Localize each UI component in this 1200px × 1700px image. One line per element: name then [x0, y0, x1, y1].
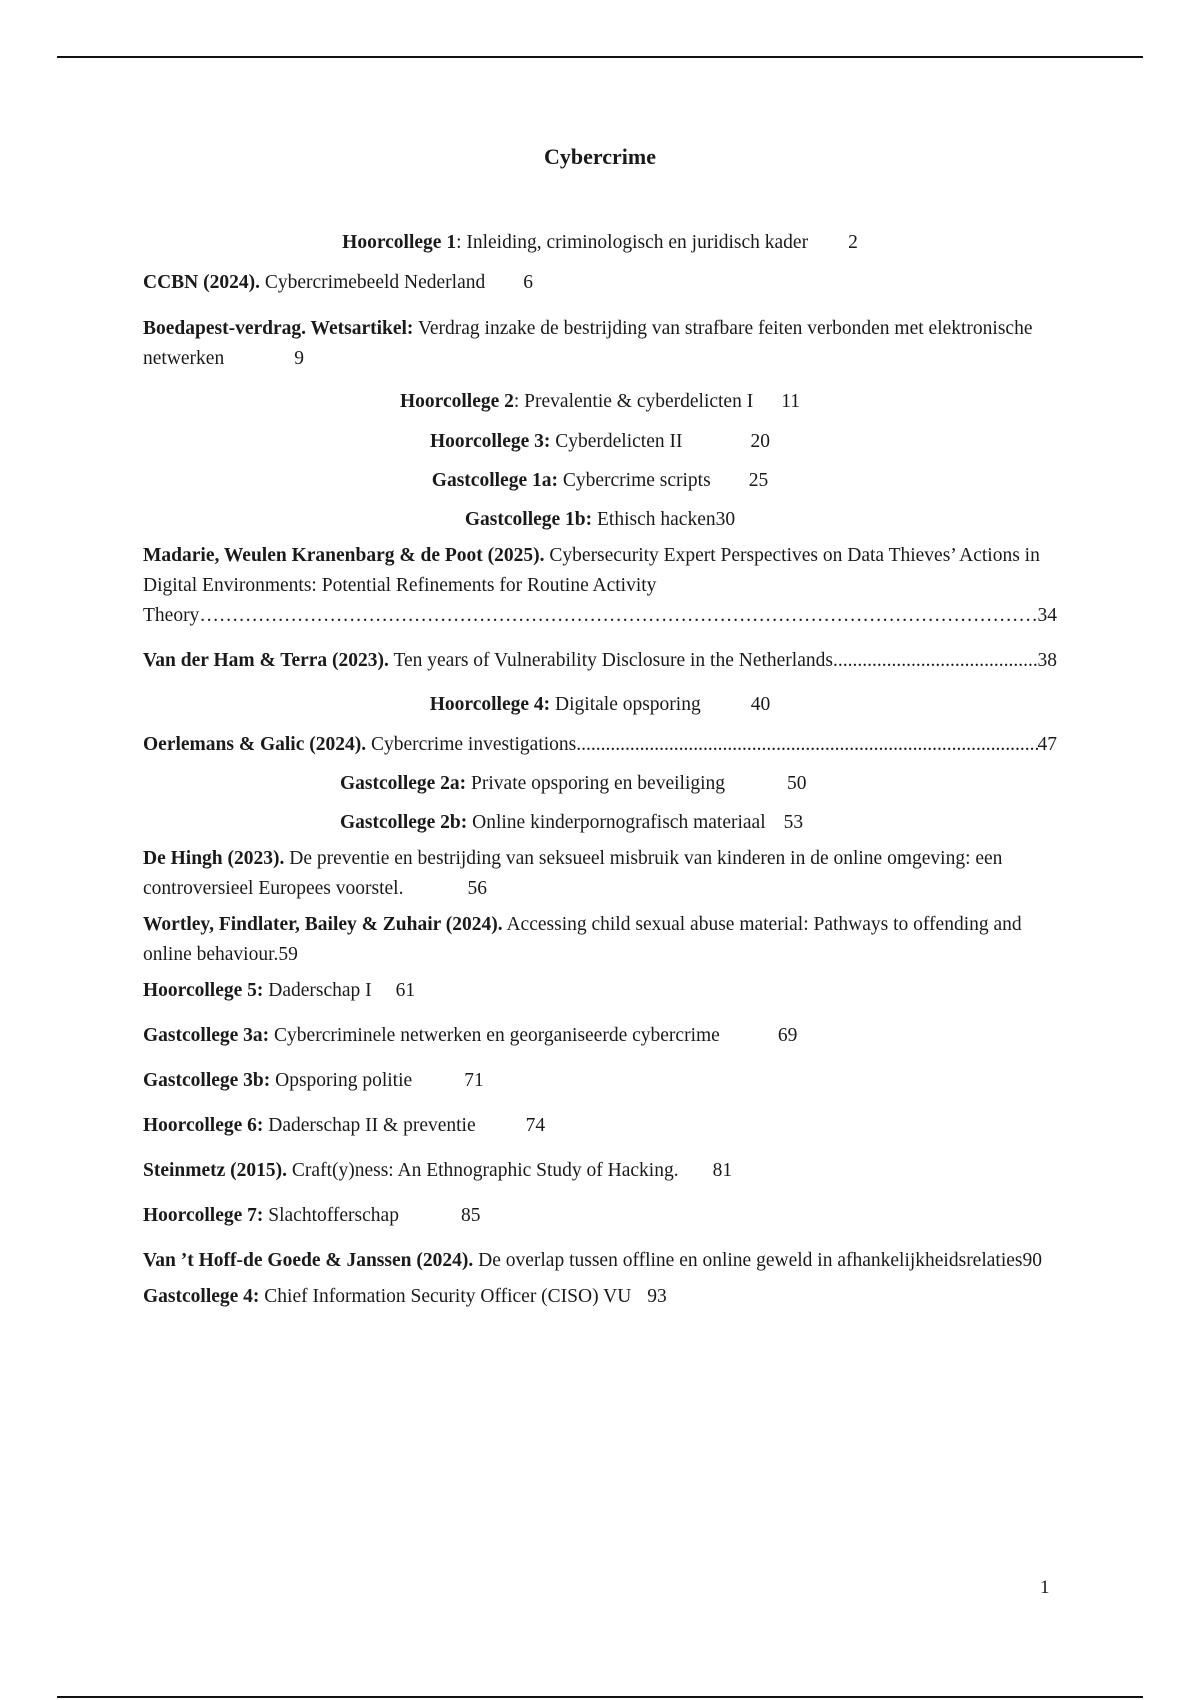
toc-entry-text: : Prevalentie & cyberdelicten I — [513, 391, 754, 412]
toc-entry-page: 71 — [464, 1070, 484, 1091]
toc-entry-text: Cybercrimebeeld Nederland — [260, 272, 486, 293]
toc-entry-heading: Gastcollege 2b: — [340, 812, 468, 833]
toc-entry-heading: Gastcollege 1b: — [464, 509, 593, 530]
toc-entry-text: Verdrag inzake de bestrijding van strafbare feiten verbonden met elektronische netwerken — [143, 318, 1033, 369]
toc-entry-heading: Hoorcollege 6: — [143, 1115, 264, 1136]
toc-entry-text: Ten years of Vulnerability Disclosure in the Netherlands. — [388, 650, 838, 671]
toc-entry-text: Online kinderpornografisch materiaal — [467, 812, 766, 833]
toc-entry-page: 2 — [848, 232, 858, 253]
toc-entry-heading: Wortley, Findlater, Bailey & Zuhair (2024). — [143, 914, 503, 935]
toc-entry-heading: Oerlemans & Galic (2024). — [143, 734, 367, 755]
header-rule — [57, 56, 1143, 58]
toc-entry[interactable] — [143, 1111, 1057, 1141]
toc-entry-text: Private opsporing en beveiliging — [466, 773, 726, 794]
toc-entry-text: : Inleiding, criminologisch en juridisch kader — [456, 232, 809, 253]
toc-entry-page: 69 — [777, 1025, 798, 1046]
toc-entry-text: Opsporing politie — [270, 1070, 413, 1091]
toc-entry[interactable] — [143, 1282, 1057, 1312]
toc-entry-text: Accessing child sexual abuse material: Pathways to offending and online behaviour. — [143, 914, 1022, 965]
toc-entry-text: Daderschap II & preventie — [263, 1115, 476, 1136]
toc-entry-text: Cyberdelicten II — [550, 431, 683, 452]
toc-entry-heading: Gastcollege 2a: — [340, 773, 467, 794]
toc-entry[interactable] — [143, 1066, 1057, 1096]
toc-entry[interactable] — [143, 808, 1057, 838]
page-number: 1 — [1040, 1577, 1050, 1598]
toc-entry-heading: Hoorcollege 7: — [143, 1205, 264, 1226]
toc-entry[interactable] — [143, 387, 1057, 417]
toc-entry-text: Craft(y)ness: An Ethnographic Study of Hacking. — [287, 1160, 679, 1181]
toc-entry-heading: Hoorcollege 2 — [399, 391, 514, 412]
toc-entry-page: 74 — [525, 1115, 546, 1136]
toc-entry-heading: Madarie, Weulen Kranenbarg & de Poot (2025). — [143, 545, 545, 566]
toc-entry-heading: Hoorcollege 5: — [143, 980, 264, 1001]
toc-entry-page: 34 — [1037, 605, 1057, 626]
toc-entry-page: 30 — [715, 509, 736, 530]
toc-entry-heading: Hoorcollege 4: — [429, 694, 551, 715]
toc-entry-heading: Hoorcollege 3: — [429, 431, 551, 452]
toc-entry[interactable] — [143, 844, 1057, 904]
toc-entry[interactable] — [143, 690, 1057, 720]
toc-entry[interactable] — [143, 1246, 1057, 1276]
toc-entry-heading: Hoorcollege 1 — [342, 232, 457, 253]
toc-entry[interactable] — [143, 314, 1057, 374]
toc-entry-text: Slachtofferschap — [263, 1205, 399, 1226]
toc-entry[interactable] — [143, 466, 1057, 496]
toc-entry-heading: Gastcollege 4: — [143, 1286, 260, 1307]
dot-leader — [199, 601, 1037, 631]
toc-entry[interactable] — [143, 646, 1057, 676]
toc-entry-heading: Van der Ham & Terra (2023). — [143, 650, 389, 671]
toc-entry[interactable] — [143, 1021, 1057, 1051]
toc-entry[interactable] — [143, 268, 1057, 298]
toc-entry-page: 20 — [750, 431, 770, 452]
toc-entry-heading: De Hingh (2023). — [143, 848, 285, 869]
toc-entry-page: 85 — [460, 1205, 481, 1226]
toc-entry[interactable] — [143, 505, 1057, 535]
toc-entry-page: 9 — [294, 348, 304, 369]
toc-entry-text: Cybercrime investigations — [366, 734, 577, 755]
toc-entry-page: 38 — [1037, 650, 1057, 671]
toc-entry-page: 47 — [1037, 734, 1057, 755]
toc-entry-page: 81 — [712, 1160, 733, 1181]
toc-entry-text-continued: Theory — [143, 605, 200, 626]
toc-entry-page: 90 — [1022, 1250, 1042, 1271]
toc-entry[interactable] — [143, 1156, 1057, 1186]
toc-entry[interactable] — [143, 427, 1057, 457]
toc-entry-page: 61 — [395, 980, 416, 1001]
dot-leader — [576, 730, 1037, 760]
toc-entry-text: Chief Information Security Officer (CISO) VU — [259, 1286, 632, 1307]
toc-entry[interactable] — [143, 541, 1057, 631]
toc-entry-text: Daderschap I — [263, 980, 372, 1001]
toc-entry[interactable] — [143, 769, 1057, 799]
toc-entry[interactable] — [143, 228, 1057, 258]
toc-entry-text: Cybercriminele netwerken en georganiseerde cybercrime — [269, 1025, 720, 1046]
toc-entry-heading: Boedapest-verdrag. Wetsartikel: — [143, 318, 414, 339]
toc-entry[interactable] — [143, 976, 1057, 1006]
toc-entry-heading: Van ’t Hoff-de Goede & Janssen (2024). — [143, 1250, 474, 1271]
toc-entry-page: 6 — [523, 272, 533, 293]
table-of-contents — [143, 228, 1057, 1312]
toc-entry-heading: Steinmetz (2015). — [143, 1160, 288, 1181]
toc-entry-page: 40 — [750, 694, 771, 715]
toc-entry-heading: CCBN (2024). — [143, 272, 260, 293]
toc-entry-text: Ethisch hacken — [592, 509, 716, 530]
toc-entry-heading: Gastcollege 3a: — [143, 1025, 270, 1046]
toc-entry[interactable] — [143, 910, 1057, 970]
toc-entry-page: 56 — [467, 878, 487, 899]
toc-entry-page: 93 — [647, 1286, 667, 1307]
toc-entry[interactable] — [143, 730, 1057, 760]
toc-entry-page: 50 — [787, 773, 807, 794]
toc-entry-page: 11 — [781, 391, 800, 412]
toc-entry-page: 59 — [278, 944, 298, 965]
toc-entry-text: Digitale opsporing — [550, 694, 701, 715]
toc-entry-page: 25 — [748, 470, 769, 491]
toc-entry-text: De preventie en bestrijding van seksueel misbruik van kinderen in de online omgeving: een controversieel Europees voorstel. — [143, 848, 1003, 899]
footer-rule — [57, 1696, 1143, 1698]
dot-leader — [838, 646, 1038, 676]
toc-entry-page: 53 — [783, 812, 804, 833]
toc-entry[interactable] — [143, 1201, 1057, 1231]
toc-entry-text: Cybercrime scripts — [557, 470, 711, 491]
toc-entry-text: Cybersecurity Expert Perspectives on Data Thieves’ Actions in Digital Environments: Potential Refinements for Routine Activity — [143, 545, 1040, 596]
toc-entry-heading: Gastcollege 3b: — [143, 1070, 271, 1091]
toc-entry-heading: Gastcollege 1a: — [431, 470, 558, 491]
document-title: Cybercrime — [544, 144, 656, 169]
toc-entry-text: De overlap tussen offline en online geweld in afhankelijkheidsrelaties — [473, 1250, 1023, 1271]
